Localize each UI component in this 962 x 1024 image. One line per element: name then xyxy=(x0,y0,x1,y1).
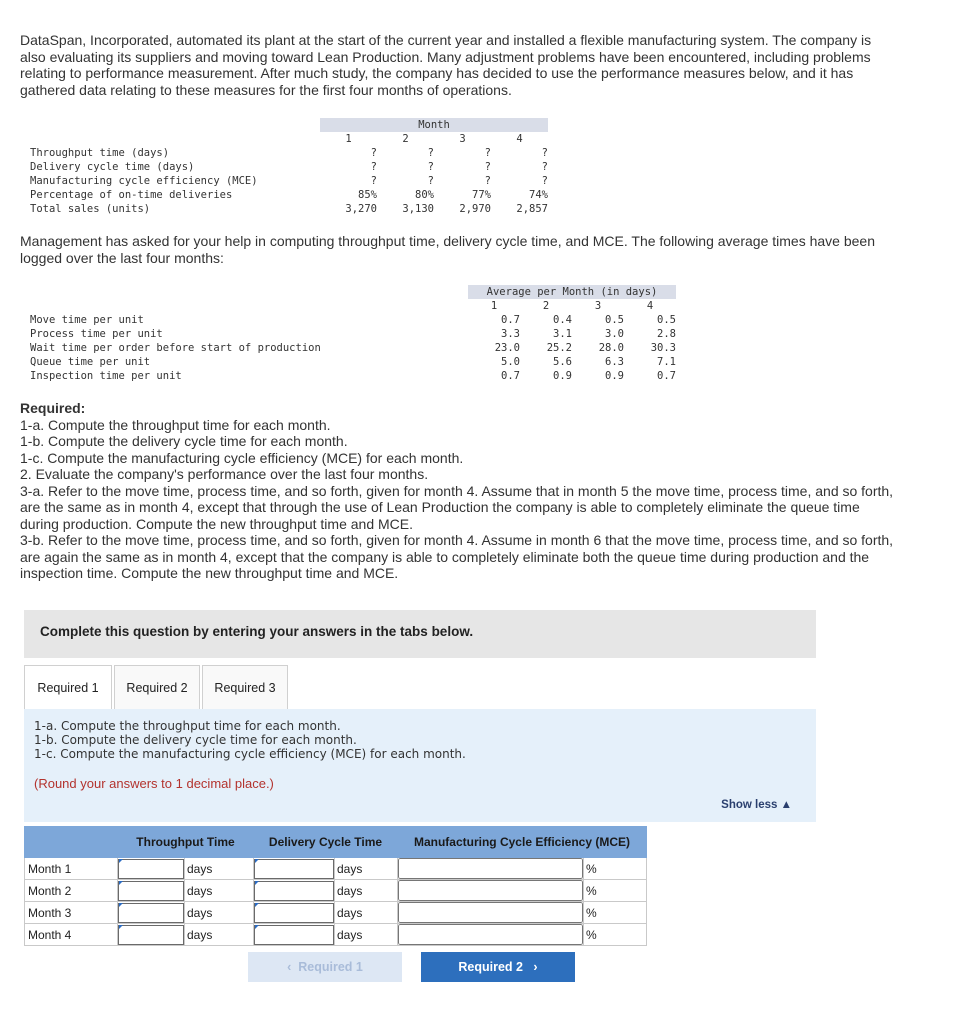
cell: 7.1 xyxy=(657,356,676,368)
row-label: Throughput time (days) xyxy=(30,147,170,159)
tab-required-3[interactable]: Required 3 xyxy=(202,665,288,709)
throughput-field[interactable] xyxy=(118,881,184,901)
cell: ? xyxy=(541,175,548,187)
cell: 0.5 xyxy=(605,314,624,326)
cell: 3.3 xyxy=(501,328,520,340)
table-row xyxy=(30,188,548,202)
panel-line-1c: 1-c. Compute the manufacturing cycle efficiency (MCE) for each month. xyxy=(34,747,466,761)
cell: 0.5 xyxy=(657,314,676,326)
required-item-3a: 3-a. Refer to the move time, process time, and so forth, given for month 4. Assume that in month 5 the move time, process time, and so forth, are the same as in month 4, except that through the use of Lean Production the company is able to completely eliminate the queue time during production. Compute the new throughput time and MCE. xyxy=(20,482,894,532)
table-row xyxy=(25,858,647,880)
cell: ? xyxy=(541,161,548,173)
required-item-1b: 1-b. Compute the delivery cycle time for each month. xyxy=(20,433,348,449)
panel-line-1a: 1-a. Compute the throughput time for each month. xyxy=(34,719,341,733)
unit-percent: % xyxy=(584,924,647,946)
chevron-right-icon: › xyxy=(533,960,538,974)
unit-days: days xyxy=(185,902,254,924)
table-row xyxy=(30,355,676,369)
next-label: Required 2 xyxy=(458,960,523,974)
delivery-field[interactable] xyxy=(254,859,334,879)
cell: 2.8 xyxy=(657,328,676,340)
round-note: (Round your answers to 1 decimal place.) xyxy=(34,776,274,791)
cell: ? xyxy=(484,161,491,173)
triangle-up-icon: ▲ xyxy=(780,799,792,811)
row-label: Delivery cycle time (days) xyxy=(30,161,195,173)
throughput-field[interactable] xyxy=(118,903,184,923)
unit-percent: % xyxy=(584,880,647,902)
unit-days: days xyxy=(335,902,398,924)
header-mce: Manufacturing Cycle Efficiency (MCE) xyxy=(398,827,647,858)
measures-col-1: 1 xyxy=(345,133,352,145)
row-label: Manufacturing cycle efficiency (MCE) xyxy=(30,175,258,187)
cell: ? xyxy=(370,175,377,187)
table-row xyxy=(30,146,548,160)
cell: ? xyxy=(427,175,434,187)
table-row xyxy=(30,202,548,216)
show-less-label: Show less xyxy=(721,799,778,811)
panel-line-1b: 1-b. Compute the delivery cycle time for each month. xyxy=(34,733,357,747)
complete-banner-text: Complete this question by entering your answers in the tabs below. xyxy=(40,624,474,639)
mce-input-month-2[interactable] xyxy=(398,880,584,902)
throughput-input-month-3[interactable] xyxy=(118,902,185,924)
throughput-field[interactable] xyxy=(118,925,184,945)
measures-col-4: 4 xyxy=(516,133,523,145)
table-row xyxy=(25,902,647,924)
table-row xyxy=(30,369,676,383)
cell: 28.0 xyxy=(598,342,624,354)
row-label: Queue time per unit xyxy=(30,356,151,368)
cell: 3,270 xyxy=(345,203,377,215)
row-label: Move time per unit xyxy=(30,314,144,326)
delivery-input-month-3[interactable] xyxy=(254,902,335,924)
mce-field[interactable] xyxy=(398,880,583,901)
header-throughput-time: Throughput Time xyxy=(118,827,254,858)
measures-month-header: Month xyxy=(320,118,548,132)
measures-table xyxy=(30,118,548,216)
throughput-input-month-2[interactable] xyxy=(118,880,185,902)
cell: 3,130 xyxy=(402,203,434,215)
table-row xyxy=(30,313,676,327)
cell: ? xyxy=(427,147,434,159)
management-paragraph: Management has asked for your help in computing throughput time, delivery cycle time, and MCE. The following average times have been logged over the last four months: xyxy=(20,233,875,266)
table-row xyxy=(25,924,647,946)
mce-input-month-3[interactable] xyxy=(398,902,584,924)
unit-days: days xyxy=(185,924,254,946)
cell: ? xyxy=(427,161,434,173)
times-group-header: Average per Month (in days) xyxy=(468,285,676,299)
next-required-button[interactable] xyxy=(421,952,575,982)
required-item-1c: 1-c. Compute the manufacturing cycle efficiency (MCE) for each month. xyxy=(20,449,464,466)
row-label-month-1: Month 1 xyxy=(25,858,118,880)
cell: 30.3 xyxy=(650,342,676,354)
required-item-3b: 3-b. Refer to the move time, process time, and so forth, given for month 4. Assume in month 6 that the move time, process time, and so forth, are again the same as in month 4, except that the company is able to completely eliminate both the queue time during production and the inspection time. Compute the new throughput time and MCE. xyxy=(20,532,894,581)
throughput-input-month-1[interactable] xyxy=(118,858,185,880)
mce-input-month-1[interactable] xyxy=(398,858,584,880)
measures-col-2: 2 xyxy=(402,133,409,145)
row-label: Wait time per order before start of production xyxy=(30,342,321,354)
cell: ? xyxy=(484,175,491,187)
delivery-input-month-1[interactable] xyxy=(254,858,335,880)
delivery-field[interactable] xyxy=(254,925,334,945)
times-col-1: 1 xyxy=(490,300,498,312)
delivery-field[interactable] xyxy=(254,881,334,901)
unit-days: days xyxy=(335,858,398,880)
times-col-4: 4 xyxy=(646,300,654,312)
header-delivery-cycle-time: Delivery Cycle Time xyxy=(254,827,398,858)
complete-banner xyxy=(24,610,816,658)
mce-field[interactable] xyxy=(398,858,583,879)
cell: 0.7 xyxy=(501,370,520,382)
cell: 74% xyxy=(529,189,548,201)
unit-percent: % xyxy=(584,902,647,924)
row-label-month-2: Month 2 xyxy=(25,880,118,902)
required-item-1a: 1-a. Compute the throughput time for each month. xyxy=(20,416,331,433)
delivery-input-month-4[interactable] xyxy=(254,924,335,946)
table-row xyxy=(30,160,548,174)
cell: 77% xyxy=(472,189,491,201)
mce-input-month-4[interactable] xyxy=(398,924,584,946)
cell: 5.0 xyxy=(501,356,520,368)
chevron-left-icon: ‹ xyxy=(287,960,292,974)
cell: 0.4 xyxy=(553,314,572,326)
cell: 0.9 xyxy=(605,370,624,382)
throughput-input-month-4[interactable] xyxy=(118,924,185,946)
cell: ? xyxy=(484,147,491,159)
tab-required-2[interactable]: Required 2 xyxy=(114,665,200,709)
cell: 25.2 xyxy=(546,342,572,354)
cell: ? xyxy=(370,147,377,159)
unit-percent: % xyxy=(584,858,647,880)
delivery-input-month-2[interactable] xyxy=(254,880,335,902)
previous-required-button[interactable] xyxy=(248,952,402,982)
times-col-3: 3 xyxy=(594,300,602,312)
throughput-field[interactable] xyxy=(118,859,184,879)
row-label: Total sales (units) xyxy=(30,203,151,215)
cell: ? xyxy=(370,161,377,173)
table-row xyxy=(30,327,676,341)
cell: 80% xyxy=(415,189,434,201)
required-heading: Required: xyxy=(20,400,86,416)
cell: 3.0 xyxy=(605,328,624,340)
table-row xyxy=(30,341,676,355)
table-row xyxy=(30,174,548,188)
answer-table xyxy=(24,826,647,946)
cell: 5.6 xyxy=(553,356,572,368)
measures-col-3: 3 xyxy=(459,133,466,145)
unit-days: days xyxy=(335,924,398,946)
cell: 0.9 xyxy=(553,370,572,382)
required-item-2: 2. Evaluate the company's performance over the last four months. xyxy=(20,466,429,482)
row-label: Process time per unit xyxy=(30,328,163,340)
row-label-month-4: Month 4 xyxy=(25,924,118,946)
cell: 2,857 xyxy=(516,203,548,215)
show-less-link[interactable] xyxy=(721,799,792,811)
cell: ? xyxy=(541,147,548,159)
cell: 2,970 xyxy=(459,203,491,215)
times-col-2: 2 xyxy=(542,300,550,312)
row-label: Inspection time per unit xyxy=(30,370,182,382)
cell: 23.0 xyxy=(494,342,520,354)
cell: 85% xyxy=(358,189,377,201)
row-label: Percentage of on-time deliveries xyxy=(30,189,233,201)
cell: 0.7 xyxy=(657,370,676,382)
row-label-month-3: Month 3 xyxy=(25,902,118,924)
unit-days: days xyxy=(185,858,254,880)
times-table xyxy=(30,285,676,383)
cell: 0.7 xyxy=(501,314,520,326)
instructions-panel xyxy=(24,709,816,822)
intro-paragraph: DataSpan, Incorporated, automated its plant at the start of the current year and installed a flexible manufacturing system. The company is also evaluating its suppliers and moving toward Lean Production. Many adjustment problems have been encountered, including problems relating to performance measurement. After much study, the company has decided to use the performance measures below, and it has gathered data relating to these measures for the first four months of operations. xyxy=(20,32,872,98)
unit-days: days xyxy=(185,880,254,902)
unit-days: days xyxy=(335,880,398,902)
prev-label: Required 1 xyxy=(298,960,363,974)
required-section xyxy=(20,400,900,582)
mce-field[interactable] xyxy=(398,902,583,923)
cell: 3.1 xyxy=(553,328,572,340)
delivery-field[interactable] xyxy=(254,903,334,923)
cell: 6.3 xyxy=(605,356,624,368)
tab-required-1[interactable]: Required 1 xyxy=(24,665,112,709)
mce-field[interactable] xyxy=(398,924,583,945)
table-row xyxy=(25,880,647,902)
